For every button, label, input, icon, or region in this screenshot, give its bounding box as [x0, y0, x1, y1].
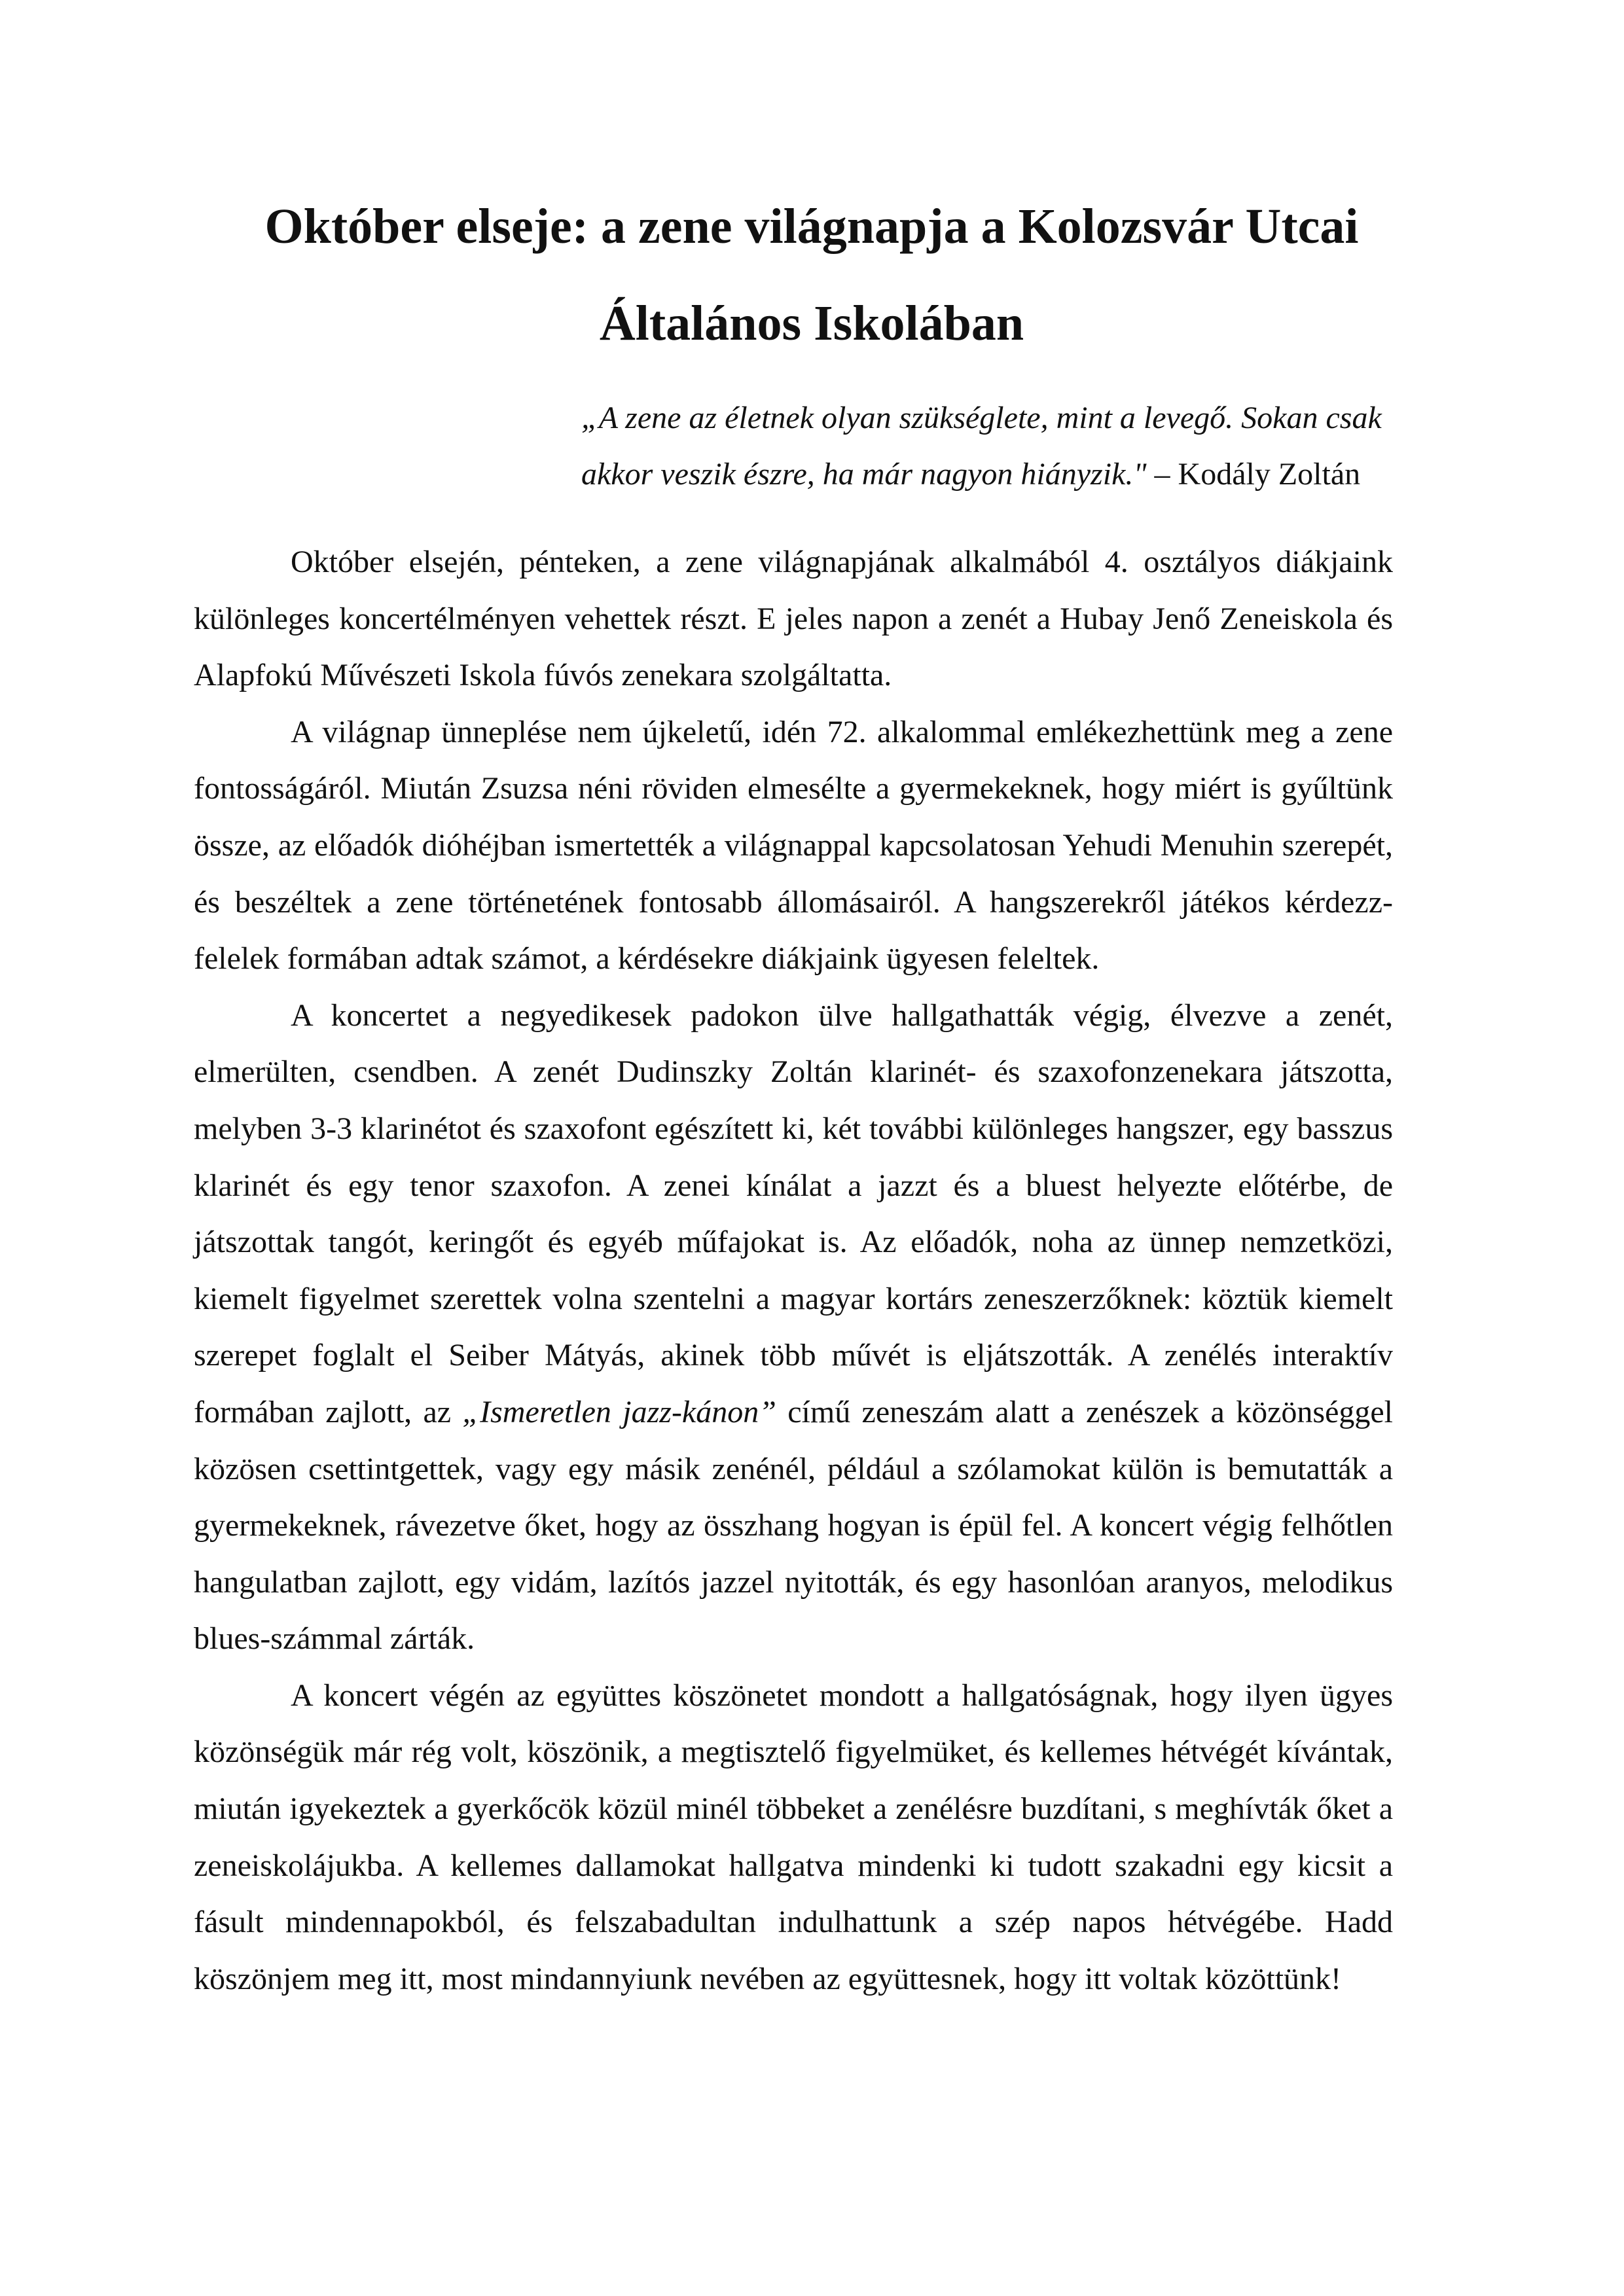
- motto-line-1: „A zene az életnek olyan szükséglete, mint a levegő. Sokan csak: [581, 401, 1382, 435]
- motto-quote: [581, 390, 1393, 503]
- paragraph-3: [194, 988, 1393, 1668]
- motto-quote-end: akkor veszik észre, ha már nagyon hiányzik.": [581, 457, 1147, 492]
- song-title: „Ismeretlen jazz-kánon”: [462, 1394, 776, 1429]
- title-line-2: Általános Iskolában: [599, 296, 1024, 351]
- motto-line-2: [581, 446, 1393, 503]
- title-line-1: Október elseje: a zene világnapja a Kolozsvár Utcai: [264, 199, 1359, 254]
- article-body: [194, 534, 1393, 2007]
- paragraph-2: A világnap ünneplése nem újkeletű, idén 72. alkalommal emlékezhettünk meg a zene fontosságáról. Miután Zsuzsa néni röviden elmesélte a gyermekeknek, hogy miért is gyűltünk össze, az előadók dióhéjban ismertették a világnappal kapcsolatosan Yehudi Menuhin szerepét, és beszéltek a zene történetének fontosabb állomásairól. A hangszerekről játékos kérdezz-felelek formában adtak számot, a kérdésekre diákjaink ügyesen feleltek.: [194, 714, 1393, 977]
- paragraph-3-part-2: című zeneszám alatt a zenészek a közönséggel közösen csettintgettek, vagy egy másik zenénél, például a szólamokat külön is bemutatták a gyermekeknek, rávezetve őket, hogy az összhang hogyan is épül fel. A koncert végig felhőtlen hangulatban zajlott, egy vidám, lazítós jazzel nyitották, és egy hasonlóan aranyos, melodikus blues-számmal zárták.: [194, 1394, 1394, 1657]
- motto-attribution: – Kodály Zoltán: [1146, 457, 1361, 492]
- document-title: [151, 178, 1473, 372]
- paragraph-3-part-1: A koncertet a negyedikesek padokon ülve hallgathatták végig, élvezve a zenét, elmerülten, csendben. A zenét Dudinszky Zoltán klarinét- és szaxofonzenekara játszotta, melyben 3-3 klarinétot és szaxofont egészített ki, két további különleges hangszer, egy basszus klarinét és egy tenor szaxofon. A zenei kínálat a jazzt és a bluest helyezte előtérbe, de játszottak tangót, keringőt és egyéb műfajokat is. Az előadók, noha az ünnep nemzetközi, kiemelt figyelmet szerettek volna szentelni a magyar kortárs zeneszerzőknek: köztük kiemelt szerepet foglalt el Seiber Mátyás, akinek több művét is eljátszották. A zenélés interaktív formában zajlott, az: [194, 997, 1393, 1429]
- paragraph-4: A koncert végén az együttes köszönetet mondott a hallgatóságnak, hogy ilyen ügyes közönségük már rég volt, köszönik, a megtisztelő figyelmüket, és kellemes hétvégét kívántak, miután igyekeztek a gyerkőcök közül minél többeket a zenélésre buzdítani, s meghívták őket a zeneiskolájukba. A kellemes dallamokat hallgatva mindenki ki tudott szakadni egy kicsit a fásult mindennapokból, és felszabadultan indulhattunk a szép napos hétvégébe. Hadd köszönjem meg itt, most mindannyiunk nevében az együttesnek, hogy itt voltak közöttünk!: [194, 1677, 1393, 1996]
- paragraph-1: Október elsején, pénteken, a zene világnapjának alkalmából 4. osztályos diákjaink különleges koncertélményen vehettek részt. E jeles napon a zenét a Hubay Jenő Zeneiskola és Alapfokú Művészeti Iskola fúvós zenekara szolgáltatta.: [194, 545, 1393, 693]
